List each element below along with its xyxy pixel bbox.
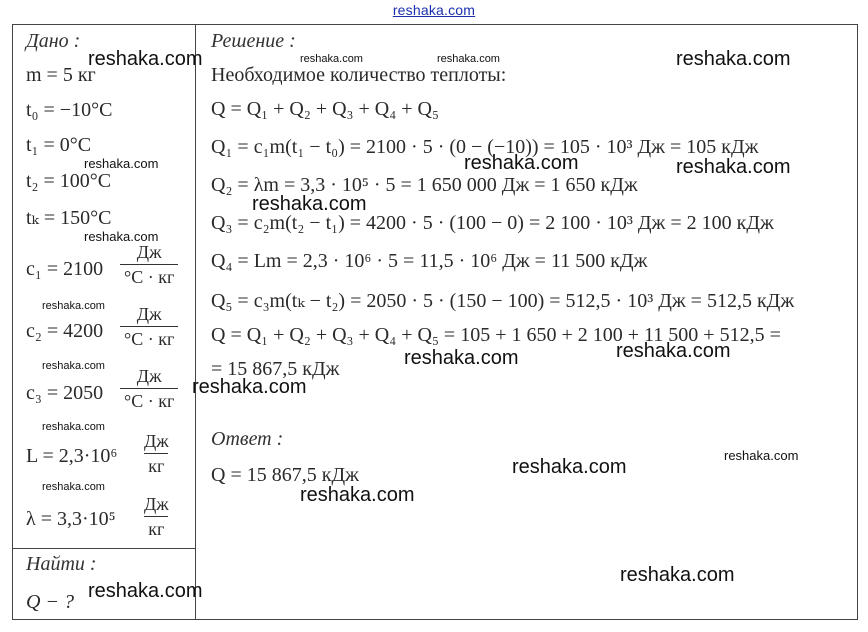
given-tk: tₖ = 150°C bbox=[26, 207, 112, 229]
unit-numerator: Дж bbox=[136, 304, 162, 324]
solution-sum: Q = Q₁ + Q₂ + Q₃ + Q₄ + Q₅ = 105 + 1 650 + 2 100 + 11 500 + 512,5 = bbox=[211, 324, 781, 346]
watermark: reshaka.com bbox=[437, 53, 500, 65]
site-header-link[interactable]: reshaka.com bbox=[392, 2, 476, 18]
given-c1: c₁ = 2100 bbox=[26, 258, 104, 280]
watermark: reshaka.com bbox=[84, 229, 159, 244]
unit-fraction-c2 bbox=[120, 304, 178, 349]
watermark: reshaka.com bbox=[42, 360, 105, 372]
unit-denominator: °C · кг bbox=[120, 388, 178, 411]
given-t2: t₂ = 100°C bbox=[26, 170, 112, 192]
watermark: reshaka.com bbox=[88, 580, 203, 602]
watermark: reshaka.com bbox=[300, 484, 415, 506]
given-latent-heat: L = 2,3·10⁶ bbox=[26, 445, 118, 467]
watermark: reshaka.com bbox=[42, 300, 105, 312]
solution-result: = 15 867,5 кДж bbox=[211, 358, 340, 380]
given-t1: t₁ = 0°C bbox=[26, 134, 92, 156]
find-title: Найти : bbox=[26, 553, 97, 575]
solution-intro: Необходимое количество теплоты: bbox=[211, 64, 507, 86]
solution-q1: Q₁ = c₁m(t₁ − t₀) = 2100 · 5 · (0 − (−10)) = 105 · 10³ Дж = 105 кДж bbox=[211, 136, 759, 158]
watermark: reshaka.com bbox=[676, 48, 791, 70]
unit-fraction-lambda bbox=[140, 494, 173, 539]
watermark: reshaka.com bbox=[252, 193, 367, 215]
solution-q5: Q₅ = c₃m(tₖ − t₂) = 2050 · 5 · (150 − 100) = 512,5 · 10³ Дж = 512,5 кДж bbox=[211, 290, 795, 312]
unit-numerator: Дж bbox=[136, 242, 162, 262]
unit-numerator: Дж bbox=[136, 366, 162, 386]
watermark: reshaka.com bbox=[42, 421, 105, 433]
unit-numerator: Дж bbox=[144, 431, 169, 451]
given-lambda: λ = 3,3·10⁵ bbox=[26, 508, 116, 530]
unit-fraction-c1 bbox=[120, 242, 178, 287]
given-c3: c₃ = 2050 bbox=[26, 382, 104, 404]
unit-denominator: кг bbox=[144, 516, 168, 539]
solution-total-formula: Q = Q₁ + Q₂ + Q₃ + Q₄ + Q₅ bbox=[211, 98, 439, 120]
solution-q3: Q₃ = c₂m(t₂ − t₁) = 4200 · 5 · (100 − 0) = 2 100 · 10³ Дж = 2 100 кДж bbox=[211, 212, 774, 234]
watermark: reshaka.com bbox=[192, 376, 307, 398]
watermark: reshaka.com bbox=[616, 340, 731, 362]
watermark: reshaka.com bbox=[300, 53, 363, 65]
watermark: reshaka.com bbox=[464, 152, 579, 174]
unit-fraction-l bbox=[140, 431, 173, 476]
solution-q2: Q₂ = λm = 3,3 · 10⁵ · 5 = 1 650 000 Дж = 1 650 кДж bbox=[211, 174, 638, 196]
solution-q4: Q₄ = Lm = 2,3 · 10⁶ · 5 = 11,5 · 10⁶ Дж = 11 500 кДж bbox=[211, 250, 648, 272]
unit-fraction-c3 bbox=[120, 366, 178, 411]
watermark: reshaka.com bbox=[676, 156, 791, 178]
find-value: Q − ? bbox=[26, 591, 74, 613]
solution-title: Решение : bbox=[211, 30, 296, 52]
given-t0: t₀ = −10°C bbox=[26, 99, 113, 121]
unit-denominator: °C · кг bbox=[120, 264, 178, 287]
given-mass: m = 5 кг bbox=[26, 64, 96, 86]
answer-value: Q = 15 867,5 кДж bbox=[211, 464, 359, 486]
watermark: reshaka.com bbox=[42, 481, 105, 493]
watermark: reshaka.com bbox=[724, 448, 799, 463]
watermark: reshaka.com bbox=[84, 156, 159, 171]
unit-denominator: кг bbox=[144, 453, 168, 476]
watermark: reshaka.com bbox=[512, 456, 627, 478]
watermark: reshaka.com bbox=[620, 564, 735, 586]
unit-denominator: °C · кг bbox=[120, 326, 178, 349]
given-find-divider bbox=[12, 548, 196, 549]
watermark: reshaka.com bbox=[404, 347, 519, 369]
answer-title: Ответ : bbox=[211, 428, 284, 450]
given-c2: c₂ = 4200 bbox=[26, 320, 104, 342]
given-title: Дано : bbox=[26, 30, 81, 52]
unit-numerator: Дж bbox=[144, 494, 169, 514]
watermark: reshaka.com bbox=[88, 48, 203, 70]
column-divider bbox=[195, 24, 196, 620]
